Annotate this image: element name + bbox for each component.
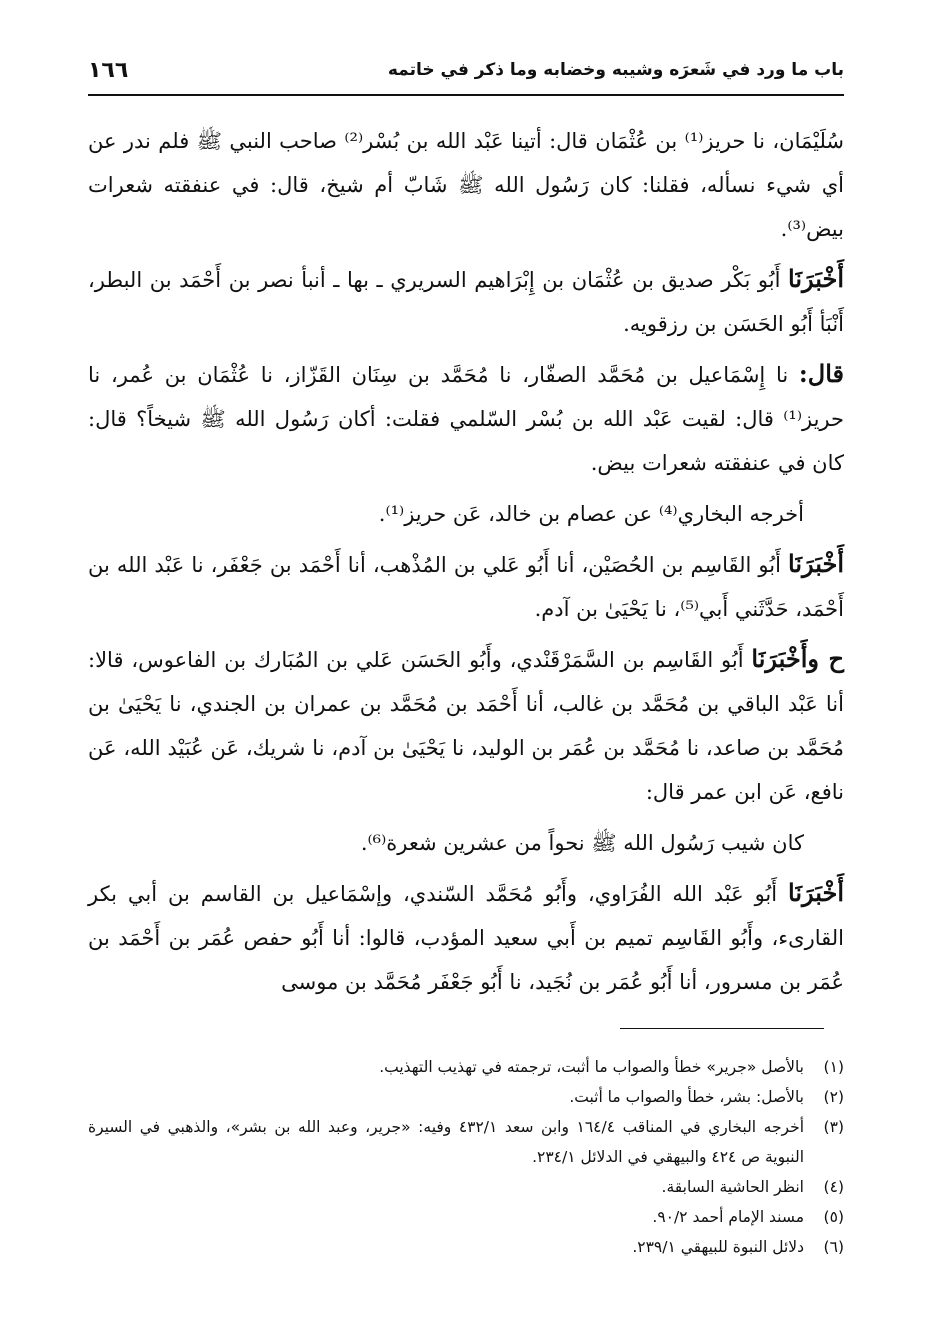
footnote-text: انظر الحاشية السابقة. <box>661 1178 804 1196</box>
footnote <box>88 1082 844 1112</box>
footnote-number: (٤) <box>823 1178 844 1196</box>
footnote-rule <box>620 1028 824 1029</box>
paragraph: كان شيب رَسُول الله ﷺ نحواً من عشرين شعرة⁽⁶⁾. <box>360 831 804 855</box>
footnote <box>88 1232 844 1262</box>
footnote <box>88 1202 844 1232</box>
footnote-text: مسند الإمام أحمد ٩٠/٢. <box>652 1208 804 1226</box>
paragraph: قال: نا إِسْمَاعيل بن مُحَمَّد الصفّار، نا مُحَمَّد بن سِنَان القَزّاز، نا عُثْمَان بن عُمر، نا حريز⁽¹⁾ قال: لقيت عَبْد الله بن بُسْر السّلمي فقلت: أكان رَسُول الله ﷺ شيخاً؟ قال: كان في عنفقته شعرات بيض. <box>88 359 844 475</box>
footnote-number: (٦) <box>823 1238 844 1256</box>
paragraph: أَخْبَرَنَا أَبُو القَاسِم بن الحُصَيْن، أنا أَبُو عَلي بن المُذْهب، أنا أَحْمَد بن جَعْفَر، نا عَبْد الله بن أَحْمَد، حَدَّثَني أَبي⁽⁵⁾، نا يَحْيَىٰ بن آدم. <box>88 549 844 621</box>
keyword: ح وأَخْبَرَنَا <box>751 644 844 673</box>
paragraph: ح وأَخْبَرَنَا أَبُو القَاسِم بن السَّمَرْقَنْدي، وأَبُو الحَسَن عَلي بن المُبَارك بن الفاعوس، قالا: أنا عَبْد الباقي بن مُحَمَّد بن غالب، أنا أَحْمَد بن مُحَمَّد بن عمران بن الجندي، نا يَحْيَىٰ بن مُحَمَّد بن صاعد، نا مُحَمَّد بن عُمَر بن الوليد، نا يَحْيَىٰ بن آدم، نا شريك، عَن عُبَيْد الله، عَن نافع، عَن ابن عمر قال: <box>88 644 844 804</box>
header-rule <box>88 94 844 96</box>
footnote <box>88 1052 844 1082</box>
footnote-number: (٢) <box>823 1088 844 1106</box>
footnote-text: بالأصل «جرير» خطأ والصواب ما أثبت، ترجمته في تهذيب التهذيب. <box>379 1058 804 1076</box>
footnote-text: دلائل النبوة للبيهقي ٢٣٩/١. <box>632 1238 804 1256</box>
page-number: ١٦٦ <box>88 58 129 83</box>
footnote-text: أخرجه البخاري في المناقب ١٦٤/٤ وابن سعد ٤٣٢/١ وفيه: «جرير، وعبد الله بن بشر»، والذهبي في السيرة النبوية ص ٤٢٤ والبيهقي في الدلائل ٢٣٤/١. <box>88 1118 804 1166</box>
footnote <box>88 1112 844 1172</box>
keyword: أَخْبَرَنَا <box>788 264 844 293</box>
main-text <box>88 118 844 1010</box>
footnote-number: (١) <box>823 1058 844 1076</box>
paragraph: أَخْبَرَنَا أَبُو بَكْر صديق بن عُثْمَان بن إِبْرَاهيم السريري ـ بها ـ أنبأ نصر بن أَحْمَد بن البطر، أَنْبَأ أَبُو الحَسَن بن رزقويه. <box>88 264 844 336</box>
page-header <box>88 58 844 94</box>
paragraph: أَخْبَرَنَا أَبُو عَبْد الله الفُرَاوي، وأَبُو مُحَمَّد السّندي، وإسْمَاعيل بن القاسم بن أبي بكر القارىء، وأَبُو القَاسِم تميم بن أَبي سعيد المؤدب، قالوا: أنا أَبُو حفص عُمَر بن أَحْمَد بن عُمَر بن مسرور، أنا أَبُو عُمَر بن نُجَيد، نا أَبُو جَعْفَر مُحَمَّد بن موسى <box>88 878 844 994</box>
footnote-text: بالأصل: بشر، خطأ والصواب ما أثبت. <box>569 1088 804 1106</box>
footnote-number: (٣) <box>823 1118 844 1136</box>
footnotes <box>88 1052 844 1262</box>
paragraph: أخرجه البخاري⁽⁴⁾ عن عصام بن خالد، عَن حريز⁽¹⁾. <box>378 502 804 526</box>
footnote-number: (٥) <box>823 1208 844 1226</box>
footnote <box>88 1172 844 1202</box>
keyword: قال: <box>798 359 844 388</box>
keyword: أَخْبَرَنَا <box>788 878 844 907</box>
running-title: باب ما ورد في شَعرَه وشيبه وخضابه وما ذكر في خاتمه <box>387 60 844 80</box>
keyword: أَخْبَرَنَا <box>788 549 844 578</box>
paragraph: سُلَيْمَان، نا حريز⁽¹⁾ بن عُثْمَان قال: أتينا عَبْد الله بن بُسْر⁽²⁾ صاحب النبي ﷺ فلم ندر عن أي شيء نسأله، فقلنا: كان رَسُول الله ﷺ شَابّ أم شيخ، قال: في عنفقته شعرات بيض⁽³⁾. <box>88 129 845 241</box>
